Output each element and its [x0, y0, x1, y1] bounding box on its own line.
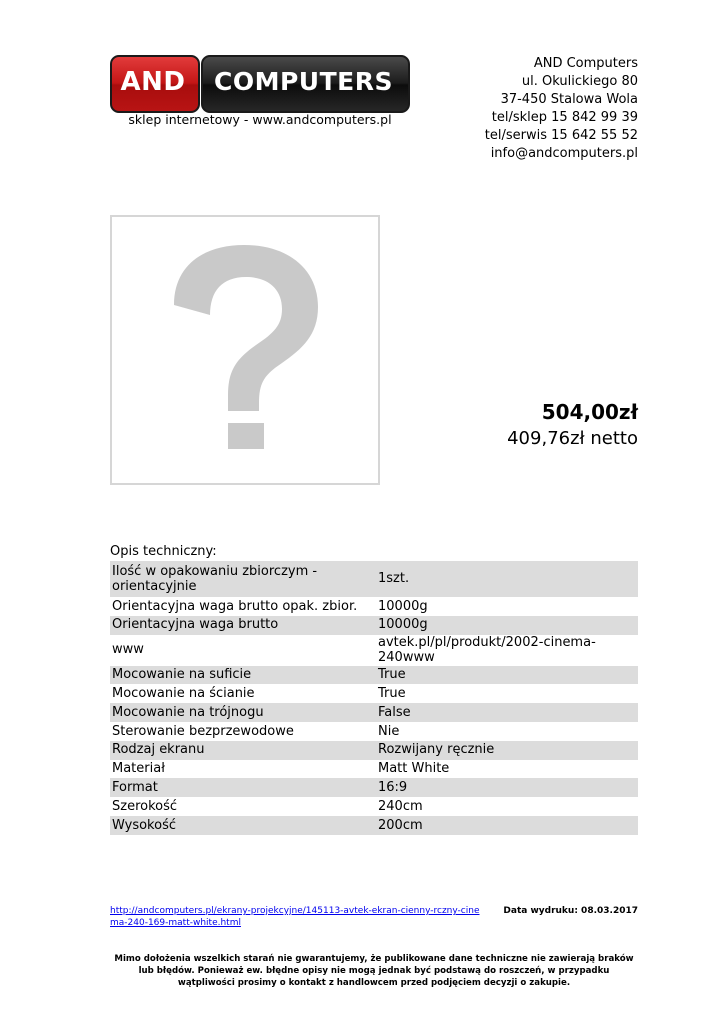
print-date: Data wydruku: 08.03.2017: [503, 906, 638, 916]
spec-value: 10000g: [378, 598, 428, 614]
disclaimer-text: Mimo dołożenia wszelkich starań nie gwarantujemy, że publikowane dane techniczne nie zawierają braków lub błędów. Ponieważ ew. błędne opisy nie mogą jednak być podstawą do roszczeń, w przypadku wątpliwości prosimy o kontakt z handlowcem przed podjęciem decyzji o zakupie.: [114, 954, 634, 988]
table-row: [110, 561, 638, 597]
store-address: [485, 55, 638, 162]
spec-value: 1szt.: [378, 571, 410, 587]
product-image-placeholder: [110, 215, 380, 485]
table-row: [110, 797, 638, 816]
spec-key: Wysokość: [112, 817, 176, 833]
spec-key: Mocowanie na trójnogu: [112, 704, 264, 720]
table-row: [110, 616, 638, 635]
spec-key: Mocowanie na suficie: [112, 667, 252, 683]
spec-value: 10000g: [378, 617, 428, 633]
question-mark-icon: [112, 217, 378, 483]
store-city: 37-450 Stalowa Wola: [500, 91, 638, 107]
spec-value: avtek.pl/pl/produkt/2002-cinema-240www: [378, 634, 596, 666]
table-row: [110, 778, 638, 797]
store-phone-shop: tel/sklep 15 842 99 39: [491, 109, 638, 125]
store-tagline: sklep internetowy - www.andcomputers.pl: [128, 112, 392, 127]
logo-computers-word: COMPUTERS: [214, 67, 393, 96]
spec-value: True: [378, 667, 406, 683]
store-logo: [110, 55, 410, 111]
spec-value: Matt White: [378, 761, 450, 777]
spec-value: 240cm: [378, 798, 423, 814]
spec-key: Sterowanie bezprzewodowe: [112, 723, 294, 739]
spec-key: Szerokość: [112, 798, 178, 814]
price-net: 409,76zł netto: [507, 428, 638, 449]
spec-value: 16:9: [378, 780, 408, 796]
table-row: [110, 760, 638, 779]
store-street: ul. Okulickiego 80: [521, 73, 638, 89]
spec-key: Rodzaj ekranu: [112, 742, 205, 758]
spec-section: [110, 543, 638, 835]
table-row: [110, 816, 638, 835]
table-row: [110, 741, 638, 760]
store-phone-service: tel/serwis 15 642 55 52: [484, 127, 638, 143]
table-row: [110, 635, 638, 666]
table-row: [110, 722, 638, 741]
spec-key: Orientacyjna waga brutto: [112, 617, 279, 633]
product-url-link[interactable]: http://andcomputers.pl/ekrany-projekcyjne/145113-avtek-ekran-cienny-rczny-cinema-240-169-matt-white.html: [110, 906, 480, 928]
price-gross: 504,00zł: [541, 400, 638, 424]
spec-key: Mocowanie na ścianie: [112, 686, 255, 702]
spec-key: Ilość w opakowaniu zbiorczym - orientacyjnie: [112, 563, 318, 594]
spec-value: Nie: [378, 723, 400, 739]
table-row: [110, 684, 638, 703]
table-row: [110, 703, 638, 722]
store-email: info@andcomputers.pl: [490, 145, 638, 161]
spec-heading: Opis techniczny:: [110, 544, 217, 559]
spec-key: Format: [112, 780, 158, 796]
spec-value: False: [378, 704, 411, 720]
spec-value: Rozwijany ręcznie: [378, 742, 495, 758]
spec-value: True: [378, 686, 406, 702]
spec-table: [110, 561, 638, 835]
logo-and-word: AND: [120, 67, 186, 97]
spec-key: Orientacyjna waga brutto opak. zbior.: [112, 598, 358, 614]
table-row: [110, 666, 638, 685]
price-block: [507, 398, 638, 452]
spec-key: www: [112, 642, 144, 658]
store-name: AND Computers: [533, 56, 638, 71]
spec-key: Materiał: [112, 761, 165, 777]
table-row: [110, 597, 638, 616]
spec-value: 200cm: [378, 817, 423, 833]
